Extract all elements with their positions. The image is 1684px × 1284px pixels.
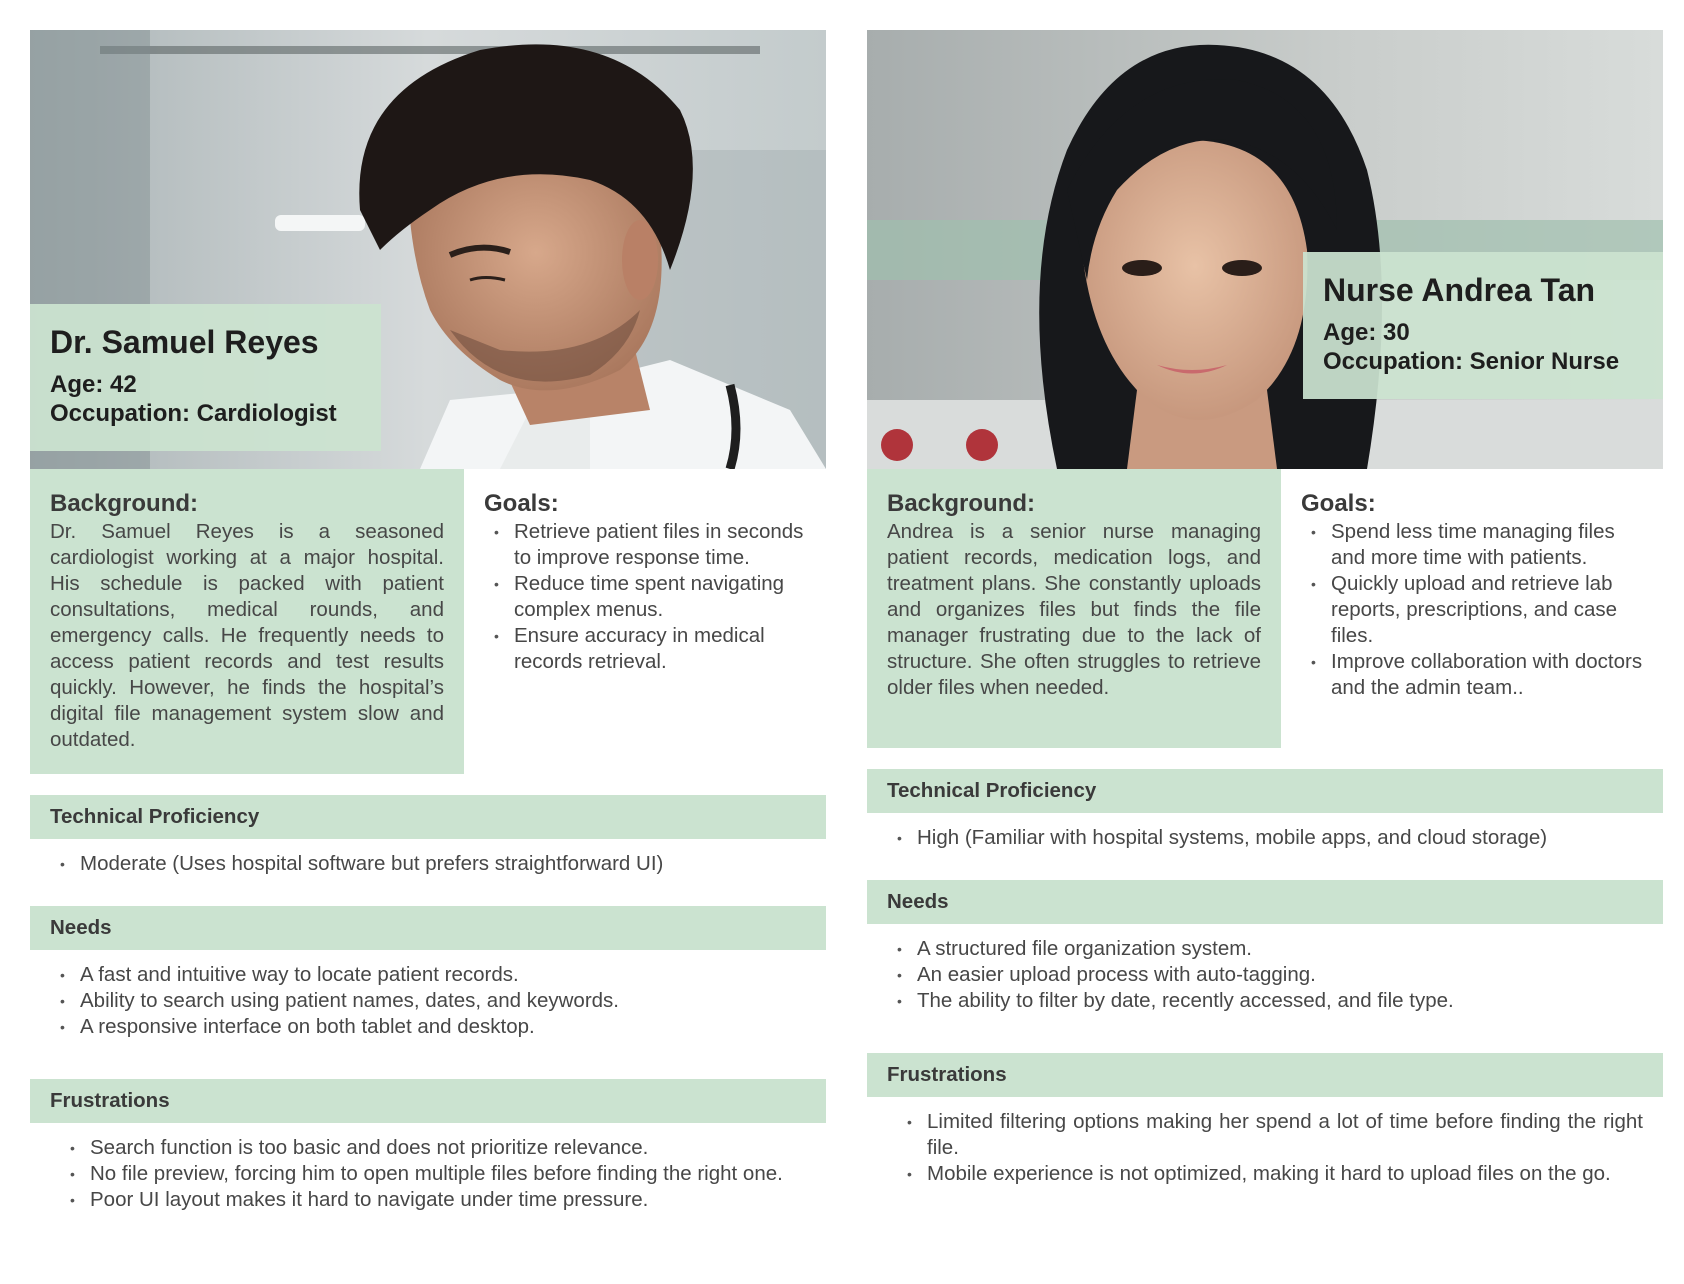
list-item: • Ability to search using patient names, dates, and keywords. — [50, 988, 806, 1014]
list-item: • An easier upload process with auto-tagging. — [887, 962, 1643, 988]
goal-item: • Quickly upload and retrieve lab reports, prescriptions, and case files. — [1301, 571, 1643, 649]
persona-age: Age: 30 — [1323, 319, 1410, 346]
goal-item: • Spend less time managing files and more time with patients. — [1301, 519, 1643, 571]
goal-item: • Ensure accuracy in medical records retrieval. — [484, 623, 806, 675]
needs-heading: Needs — [867, 880, 1663, 924]
background-goals-row — [30, 469, 826, 774]
technical-proficiency-heading: Technical Proficiency — [30, 795, 826, 839]
goals-list — [1301, 519, 1643, 701]
list-item: • Poor UI layout makes it hard to navigate under time pressure. — [50, 1187, 806, 1213]
persona-photo-samuel — [30, 30, 826, 469]
goal-item: • Retrieve patient files in seconds to improve response time. — [484, 519, 806, 571]
frustrations-heading: Frustrations — [30, 1079, 826, 1123]
persona-name: Nurse Andrea Tan — [1323, 272, 1596, 308]
persona-photo-andrea — [867, 30, 1663, 469]
list-item: • Mobile experience is not optimized, making it hard to upload files on the go. — [887, 1161, 1643, 1187]
list-item: • Limited filtering options making her spend a lot of time before finding the right file. — [887, 1109, 1643, 1161]
goals-section — [464, 469, 826, 774]
persona-age: Age: 42 — [50, 371, 137, 398]
list-item: • Moderate (Uses hospital software but prefers straightforward UI) — [50, 851, 806, 877]
background-goals-row — [867, 469, 1663, 748]
persona-name-box — [1303, 252, 1663, 399]
technical-proficiency-body — [30, 839, 826, 906]
needs-body — [30, 950, 826, 1079]
list-item: • A structured file organization system. — [887, 936, 1643, 962]
list-item: • A fast and intuitive way to locate patient records. — [50, 962, 806, 988]
goals-section — [1281, 469, 1663, 748]
persona-occupation: Occupation: Senior Nurse — [1323, 348, 1620, 375]
frustrations-body — [30, 1123, 826, 1213]
persona-name: Dr. Samuel Reyes — [50, 324, 319, 360]
background-text: Andrea is a senior nurse managing patient records, medication logs, and treatment plans. She constantly uploads and organizes files but finds the file manager frustrating due to the lack of structure. She often struggles to retrieve older files when needed. — [887, 520, 1261, 699]
goals-heading: Goals: — [484, 490, 559, 517]
frustrations-body — [867, 1097, 1663, 1187]
goals-heading: Goals: — [1301, 490, 1376, 517]
goal-item: • Reduce time spent navigating complex menus. — [484, 571, 806, 623]
list-item: • A responsive interface on both tablet and desktop. — [50, 1014, 806, 1040]
list-item: • No file preview, forcing him to open multiple files before finding the right one. — [50, 1161, 806, 1187]
needs-body — [867, 924, 1663, 1053]
background-text: Dr. Samuel Reyes is a seasoned cardiologist working at a major hospital. His schedule is packed with patient consultations, medical rounds, and emergency calls. He frequently needs to access patient records and test results quickly. However, he finds the hospital’s digital file management system slow and outdated. — [50, 520, 444, 751]
persona-card-samuel — [30, 30, 826, 1213]
technical-proficiency-heading: Technical Proficiency — [867, 769, 1663, 813]
list-item: • The ability to filter by date, recently accessed, and file type. — [887, 988, 1643, 1014]
goal-item: • Improve collaboration with doctors and the admin team.. — [1301, 649, 1643, 701]
needs-heading: Needs — [30, 906, 826, 950]
background-section — [867, 469, 1281, 748]
background-section — [30, 469, 464, 774]
persona-name-box — [30, 304, 381, 451]
nurse-portrait-image — [867, 30, 1663, 469]
persona-card-andrea — [867, 30, 1663, 1187]
list-item: • High (Familiar with hospital systems, mobile apps, and cloud storage) — [887, 825, 1643, 851]
frustrations-heading: Frustrations — [867, 1053, 1663, 1097]
background-heading: Background: — [50, 490, 199, 517]
technical-proficiency-body — [867, 813, 1663, 880]
persona-occupation: Occupation: Cardiologist — [50, 400, 337, 427]
list-item: • Search function is too basic and does not prioritize relevance. — [50, 1135, 806, 1161]
goals-list — [484, 519, 806, 675]
background-heading: Background: — [887, 490, 1036, 517]
